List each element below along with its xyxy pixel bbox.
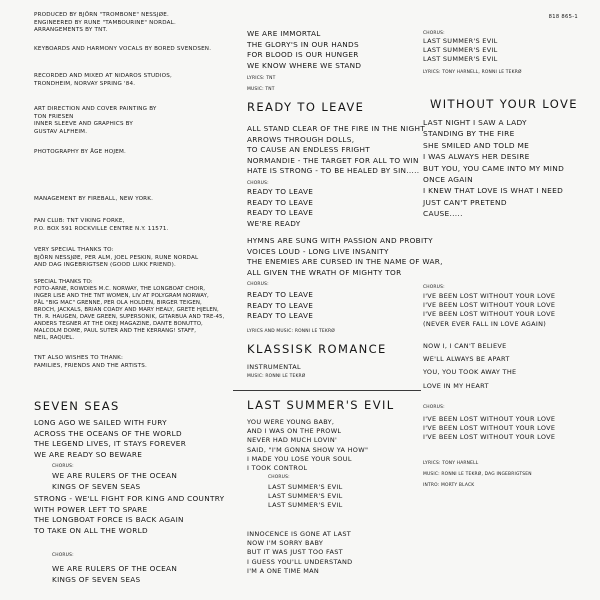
- chorus-label: CHORUS:: [247, 181, 269, 186]
- divider-line: [233, 390, 421, 391]
- credit-line: ARRANGEMENTS BY TNT.: [34, 27, 108, 33]
- chorus-label: CHORUS:: [247, 282, 269, 287]
- keyboards-credit: KEYBOARDS AND HARMONY VOCALS BY BORED SVENDSEN.: [34, 46, 212, 52]
- song-credits: LYRICS: TONY HARNELL MUSIC: RONNI LE TEKRØ, DAG INGEBRIGTSEN INTRO: MORTY BLACK: [423, 461, 532, 488]
- special-thanks: SPECIAL THANKS TO: FOTO-ARNE, ROWDIES M.C. NORWAY, THE LONGBOAT CHOIR, INGER LISE AND THE TNT WOMEN, LIV AT POLYGRAM NORWAY, PÅL "BIG MAC" GRENNE, PER OLA HOLDEN, BIRGER TEIGEN, BROCH, JACKALS, BRIAN COADY AND MARY HEALY, GRETE HJELEN, TH. R. HAUGEN, DAVE GREEN, SUPERSONIK, GITARBUA AND TRE-45, ANDERS TEGNER AT THE OKEJ MAGAZINE, DANTE BONUTTO, MALCOLM DOME, PAUL SUTER AND THE KERRANG! STAFF, NEIL, RAQUEL.: [34, 279, 225, 341]
- ready-to-leave-verse-1: ALL STAND CLEAR OF THE FIRE IN THE NIGHT ARROWS THROUGH DOLLS, TO CAUSE AN ENDLESS FRIGHT NORMANDIE - THE TARGET FOR ALL TO WIN HATE IS STRONG - TO BE HEALED BY SIN.....: [247, 124, 425, 176]
- very-special-thanks: VERY SPECIAL THANKS TO: BJÖRN NESSJØE, PER ALM, JOEL PESKIN, RUNE NORDAL AND DAG INGEBRIGTSEN (GOOD LUKK FRIEND).: [34, 247, 199, 268]
- ready-to-leave-chorus: READY TO LEAVE READY TO LEAVE READY TO LEAVE WE'RE READY: [247, 187, 314, 228]
- credit-line: ENGINEERED BY RUNE "TAMBOURINE" NORDAL.: [34, 19, 176, 26]
- chorus-label: CHORUS:: [52, 464, 74, 469]
- without-your-love-verse-2: NOW I, I CAN'T BELIEVE WE'LL ALWAYS BE APART YOU, YOU TOOK AWAY THE LOVE IN MY HEART: [423, 342, 517, 390]
- song-credits: LYRICS: TNT MUSIC: TNT: [247, 76, 276, 92]
- ready-to-leave-verse-2: HYMNS ARE SUNG WITH PASSION AND PROBITY VOICES LOUD - LONG LIVE INSANITY THE ENEMIES ARE CURSED IN THE NAME OF WAR, ALL GIVEN THE WRATH OF MIGHTY TOR: [247, 236, 443, 277]
- tnt-thanks: TNT ALSO WISHES TO THANK: FAMILIES, FRIENDS AND THE ARTISTS.: [34, 355, 148, 369]
- catalog-number: 818 865-1: [548, 14, 578, 20]
- without-your-love-chorus-2: I'VE BEEN LOST WITHOUT YOUR LOVE I'VE BEEN LOST WITHOUT YOUR LOVE I'VE BEEN LOST WITHOUT YOUR LOVE: [423, 415, 556, 442]
- production-credits: [34, 12, 234, 35]
- song-credits: LYRICS AND MUSIC: RONNI LE TEKRØ: [247, 329, 335, 334]
- last-summers-evil-chorus: LAST SUMMER'S EVIL LAST SUMMER'S EVIL LAST SUMMER'S EVIL: [268, 483, 343, 510]
- photography-credit: PHOTOGRAPHY BY ÅGE HOJEM.: [34, 149, 126, 155]
- seven-seas-chorus: WE ARE RULERS OF THE OCEAN KINGS OF SEVEN SEAS: [52, 471, 178, 491]
- chorus-label: CHORUS:: [423, 405, 445, 410]
- song-title: READY TO LEAVE: [247, 100, 365, 114]
- song-title: WITHOUT YOUR LOVE: [430, 97, 578, 111]
- chorus-label: CHORUS:: [268, 475, 290, 480]
- song-credits: LYRICS: TONY HARNELL, RONNI LE TEKRØ: [423, 70, 522, 75]
- without-your-love-chorus: I'VE BEEN LOST WITHOUT YOUR LOVE I'VE BEEN LOST WITHOUT YOUR LOVE I'VE BEEN LOST WITHOUT YOUR LOVE (NEVER EVER FALL IN LOVE AGAIN): [423, 292, 556, 328]
- seven-seas-verse-2: STRONG - WE'LL FIGHT FOR KING AND COUNTRY WITH POWER LEFT TO SPARE THE LONGBOAT FORCE IS BACK AGAIN TO TAKE ON ALL THE WORLD: [34, 494, 225, 535]
- song-title: KLASSISK ROMANCE: [247, 342, 387, 356]
- management-credit: MANAGEMENT BY FIREBALL, NEW YORK.: [34, 196, 154, 202]
- song-title: LAST SUMMER'S EVIL: [247, 398, 395, 412]
- last-summers-evil-verse-1: YOU WERE YOUNG BABY, AND I WAS ON THE PROWL NEVER HAD MUCH LOVIN' SAID, "I'M GONNA SHOW YA HOW" I MADE YOU LOSE YOUR SOUL I TOOK CONTROL: [247, 418, 369, 473]
- ready-to-leave-chorus-2: READY TO LEAVE READY TO LEAVE READY TO LEAVE: [247, 290, 314, 321]
- song-credits: MUSIC: RONNI LE TEKRØ: [247, 374, 306, 379]
- song-title: SEVEN SEAS: [34, 399, 120, 413]
- credit-line: PRODUCED BY BJÖRN "TROMBONE" NESSJØE.: [34, 12, 169, 18]
- recording-credit: RECORDED AND MIXED AT NIDAROS STUDIOS, TRONDHEIM, NORVAY SPRING '84.: [34, 73, 172, 87]
- last-summers-evil-verse-2: INNOCENCE IS GONE AT LAST NOW I'M SORRY BABY BUT IT WAS JUST TOO FAST I GUESS YOU'LL UNDERSTAND I'M A ONE TIME MAN: [247, 530, 353, 575]
- chorus-label: CHORUS:: [423, 31, 445, 36]
- chorus-label: CHORUS:: [423, 285, 445, 290]
- immortal-verse: WE ARE IMMORTAL THE GLORY'S IN OUR HANDS FOR BLOOD IS OUR HUNGER WE KNOW WHERE WE STAND: [247, 29, 362, 70]
- song-subtitle: INSTRUMENTAL: [247, 363, 301, 371]
- without-your-love-verse-1: LAST NIGHT I SAW A LADY STANDING BY THE FIRE SHE SMILED AND TOLD ME I WAS ALWAYS HER DESIRE BUT YOU, YOU CAME INTO MY MIND ONCE AGAIN I KNEW THAT LOVE IS WHAT I NEED JUST CAN'T PRETEND CAUSE.....: [423, 118, 565, 219]
- seven-seas-verse-1: LONG AGO WE SAILED WITH FURY ACROSS THE OCEANS OF THE WORLD THE LEGEND LIVES, IT STAYS FOREVER WE ARE READY SO BEWARE: [34, 418, 187, 459]
- last-summers-evil-chorus-end: LAST SUMMER'S EVIL LAST SUMMER'S EVIL LAST SUMMER'S EVIL: [423, 37, 498, 64]
- art-credit: ART DIRECTION AND COVER PAINTING BY TON FRIESEN INNER SLEEVE AND GRAPHICS BY GUSTAV ALFHEIM.: [34, 106, 157, 135]
- chorus-label: CHORUS:: [52, 553, 74, 558]
- seven-seas-chorus-2: WE ARE RULERS OF THE OCEAN KINGS OF SEVEN SEAS: [52, 564, 178, 584]
- fan-club-credit: FAN CLUB: TNT VIKING FORKE, P.O. BOX 591 ROCKVILLE CENTRE N.Y. 11571.: [34, 218, 169, 232]
